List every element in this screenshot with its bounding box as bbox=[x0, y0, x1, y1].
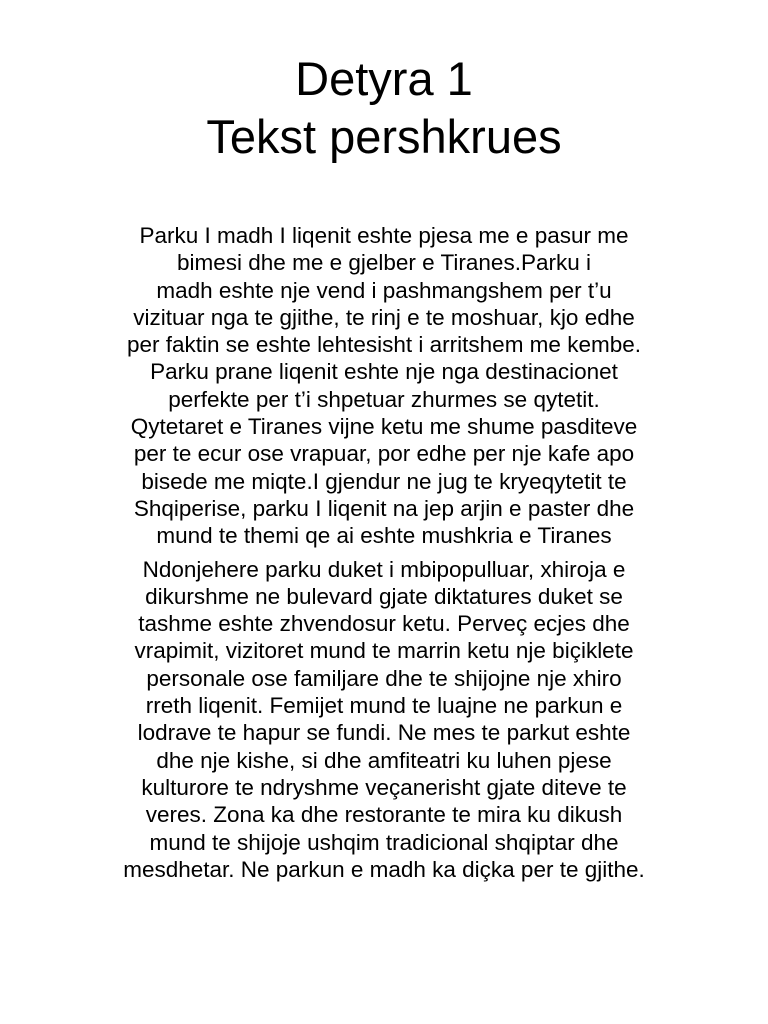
slide-body bbox=[40, 222, 728, 883]
title-line-2: Tekst pershkrues bbox=[206, 110, 562, 163]
paragraph-2-line: veres. Zona ka dhe restorante te mira ku dikush bbox=[145, 802, 623, 828]
paragraph-2 bbox=[40, 556, 728, 884]
paragraph-2-line: Ndonjehere parku duket i mbipopulluar, xhiroja e bbox=[142, 556, 626, 582]
paragraph-1-line: perfekte per t’i shpetuar zhurmes se qytetit. bbox=[168, 386, 600, 412]
paragraph-2-line: mesdhetar. Ne parkun e madh ka diçka per te gjithe. bbox=[123, 856, 645, 882]
slide-title bbox=[0, 50, 768, 166]
paragraph-1-line: Shqiperise, parku I liqenit na jep arjin e paster dhe bbox=[133, 495, 635, 521]
paragraph-1-line: bimesi dhe me e gjelber e Tiranes.Parku i bbox=[177, 250, 591, 276]
paragraph-1-line: per faktin se eshte lehtesisht i arritshem me kembe. bbox=[127, 332, 641, 358]
paragraph-1-line: Parku prane liqenit eshte nje nga destinacionet bbox=[150, 359, 618, 385]
paragraph-1-line: madh eshte nje vend i pashmangshem per t’u bbox=[156, 277, 612, 303]
paragraph-2-line: lodrave te hapur se fundi. Ne mes te parkut eshte bbox=[137, 720, 631, 746]
paragraph-2-line: dhe nje kishe, si dhe amfiteatri ku luhen pjese bbox=[156, 747, 612, 773]
paragraph-1-line: per te ecur ose vrapuar, por edhe per nje kafe apo bbox=[133, 441, 635, 467]
paragraph-1 bbox=[40, 222, 728, 550]
paragraph-2-line: personale ose familjare dhe te shijojne nje xhiro bbox=[146, 665, 622, 691]
paragraph-2-line: vrapimit, vizitoret mund te marrin ketu nje biçiklete bbox=[134, 638, 634, 664]
paragraph-2-line: mund te shijoje ushqim tradicional shqiptar dhe bbox=[149, 829, 619, 855]
title-line-1: Detyra 1 bbox=[295, 52, 473, 105]
paragraph-1-line: Qytetaret e Tiranes vijne ketu me shume pasditeve bbox=[130, 414, 638, 440]
paragraph-1-line: mund te themi qe ai eshte mushkria e Tiranes bbox=[156, 523, 612, 549]
paragraph-2-line: tashme eshte zhvendosur ketu. Perveç ecjes dhe bbox=[138, 611, 630, 637]
paragraph-2-line: kulturore te ndryshme veçanerisht gjate diteve te bbox=[141, 774, 627, 800]
paragraph-2-line: dikurshme ne bulevard gjate diktatures duket se bbox=[145, 583, 623, 609]
paragraph-1-line: bisede me miqte.I gjendur ne jug te kryeqytetit te bbox=[141, 468, 627, 494]
paragraph-2-line: rreth liqenit. Femijet mund te luajne ne parkun e bbox=[145, 693, 623, 719]
paragraph-1-line: vizituar nga te gjithe, te rinj e te moshuar, kjo edhe bbox=[133, 304, 635, 330]
paragraph-1-line: Parku I madh I liqenit eshte pjesa me e pasur me bbox=[139, 223, 629, 248]
